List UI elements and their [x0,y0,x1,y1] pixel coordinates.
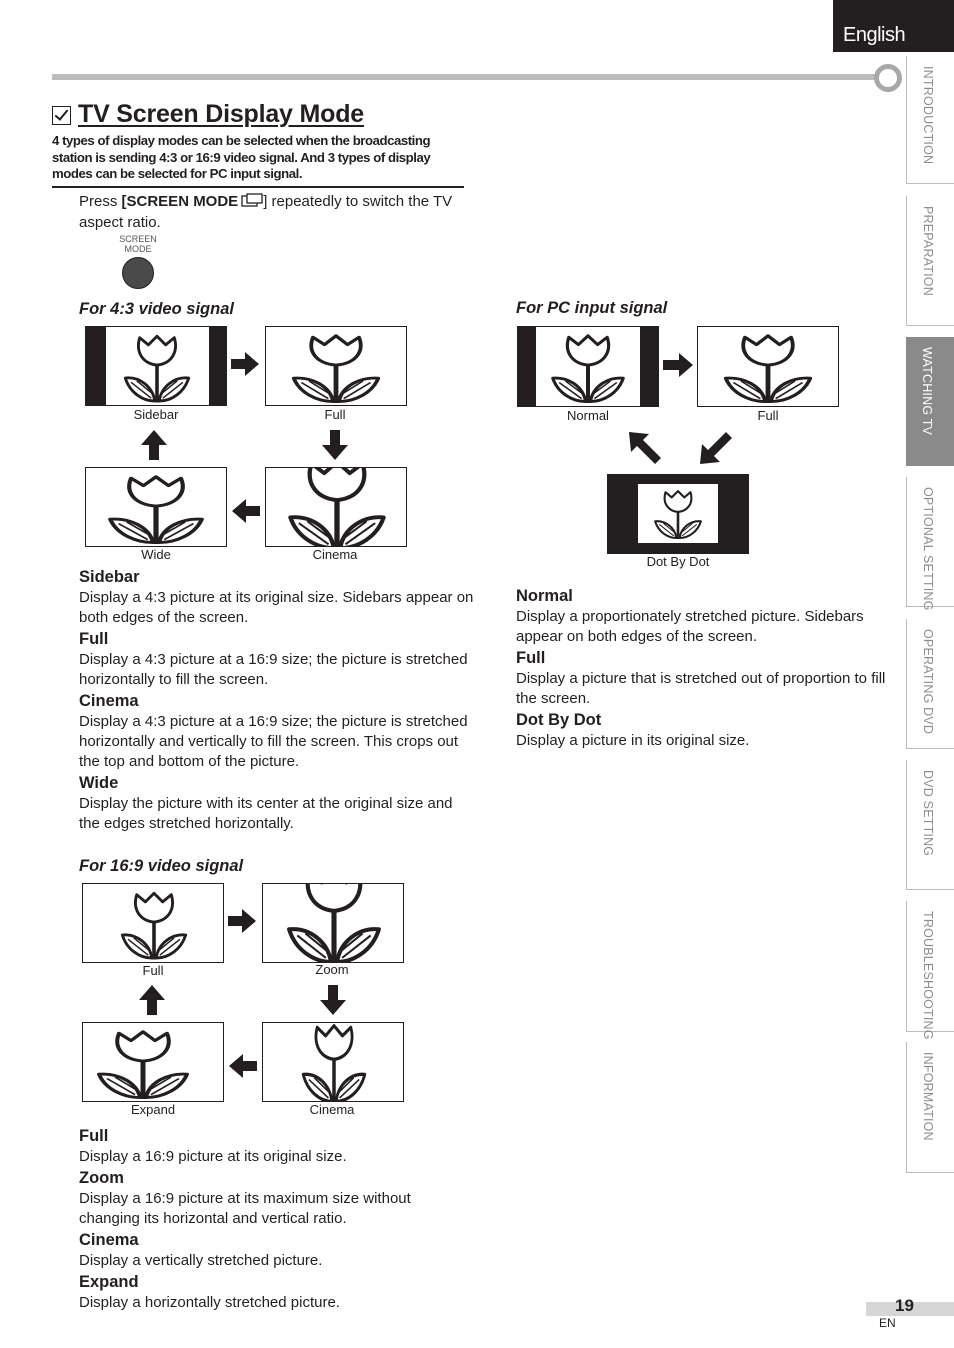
press-key: [SCREEN MODE [121,193,239,210]
side-tab-dvd-setting[interactable] [906,760,954,890]
frame-full-pc [697,326,839,407]
tulip-icon [548,330,628,403]
intro-text: 4 types of display modes can be selected when the broadcasting station is sending 4:3 or 16:9 video signal. And 3 types of display modes can be selected for PC input signal. [52,133,431,181]
desc-text: Display a horizontally stretched picture. [79,1294,340,1311]
page-language: EN [879,1316,896,1330]
desc-title: Cinema [79,1231,139,1249]
heading-pc: For PC input signal [516,299,668,317]
side-tab-label: OPERATING DVD [921,629,935,735]
caption-full-16-9: Full [142,963,164,978]
desc-title: Full [79,1127,109,1145]
page-number: 19 [895,1296,914,1315]
frame-sidebar [85,326,227,406]
screen-mode-icon [241,193,263,208]
side-tab-troubleshooting[interactable] [906,901,954,1040]
sidebar-bar-right [640,327,658,406]
side-tab-label: OPTIONAL SETTING [921,487,935,611]
screen-mode-button-label [115,235,161,254]
tulip-icon [284,467,390,547]
side-tab-optional-setting[interactable] [906,477,954,611]
side-tab-label: INTRODUCTION [921,66,935,165]
arrow-down-left-icon [698,430,734,466]
frame-full-4-3 [265,326,407,406]
frame-expand [82,1022,224,1102]
desc-text: Display a picture in its original size. [516,732,750,749]
caption-expand: Expand [130,1102,176,1117]
caption-dot-by-dot: Dot By Dot [646,554,710,569]
tulip-icon [299,1022,369,1102]
title-row [52,100,364,129]
tulip-icon [93,1026,193,1099]
caption-zoom: Zoom [315,962,349,977]
frame-cinema-16-9 [262,1022,404,1102]
arrow-right-icon [229,349,261,379]
desc-title: Normal [516,587,573,605]
press-instruction [79,191,469,233]
side-tab-information[interactable] [906,1042,954,1173]
checkbox-icon [52,106,71,125]
caption-sidebar: Sidebar [133,407,179,422]
dot-by-dot-inner [638,484,718,543]
arrow-down-icon [320,428,350,462]
tulip-icon [720,330,816,403]
descriptions-16-9 [79,1126,474,1314]
sidebar-bar-left [518,327,536,406]
tulip-icon [283,883,385,963]
page-title: TV Screen Display Mode [78,100,364,128]
press-after: ] repeatedly to switch the TV aspect ratio. [79,193,453,231]
descriptions-4-3 [79,567,474,835]
caption-full-pc: Full [757,408,779,423]
caption-full-4-3: Full [324,407,346,422]
arrow-up-left-icon [627,430,663,466]
tulip-icon [118,887,190,960]
side-tab-operating-dvd[interactable] [906,619,954,749]
arrow-right-icon [661,350,695,380]
desc-text: Display a picture that is stretched out of proportion to fill the screen. [516,670,886,707]
tulip-icon [288,330,384,403]
heading-16-9: For 16:9 video signal [79,857,244,875]
frame-cinema-4-3 [265,467,407,547]
tulip-icon [652,486,704,540]
desc-text: Display a vertically stretched picture. [79,1252,323,1269]
desc-title: Dot By Dot [516,711,602,729]
frame-wide [85,467,227,547]
intro-divider [52,186,464,188]
frame-zoom [262,883,404,963]
frame-full-16-9 [82,883,224,963]
side-tab-label: INFORMATION [921,1052,935,1141]
side-tab-introduction[interactable] [906,56,954,184]
arrow-left-icon [230,496,262,526]
tulip-icon [104,471,208,544]
sidebar-bar-left [86,327,106,405]
heading-4-3: For 4:3 video signal [79,300,234,318]
side-tab-label: WATCHING TV [920,347,934,436]
desc-text: Display a proportionately stretched picture. Sidebars appear on both edges of the screen. [516,608,864,645]
language-tab: English [833,0,954,52]
desc-title: Sidebar [79,568,140,586]
tulip-icon [121,330,193,403]
desc-text: Display the picture with its center at the original size and the edges stretched horizontally. [79,795,453,832]
side-tab-preparation[interactable] [906,196,954,326]
arrow-up-icon [137,983,167,1017]
desc-text: Display a 16:9 picture at its maximum size without changing its horizontal and vertical ratio. [79,1190,411,1227]
side-tab-label: TROUBLESHOOTING [921,911,935,1040]
press-before: Press [79,193,122,210]
desc-text: Display a 4:3 picture at a 16:9 size; the picture is stretched horizontally and vertically to fill the screen. This crops out the top and bottom of the picture. [79,713,468,770]
side-tab-label: DVD SETTING [921,770,935,857]
side-tab-watching-tv[interactable] [906,337,954,466]
screen-mode-label-text: SCREEN MODE [119,234,157,254]
desc-text: Display a 16:9 picture at its original size. [79,1148,347,1165]
desc-title: Full [79,630,109,648]
arrow-right-icon [226,906,258,936]
desc-title: Full [516,649,546,667]
desc-title: Zoom [79,1169,124,1187]
side-tab-label: PREPARATION [921,206,935,296]
screen-mode-button[interactable] [122,257,154,289]
sidebar-bar-right [209,327,226,405]
desc-text: Display a 4:3 picture at a 16:9 size; the picture is stretched horizontally to fill the screen. [79,651,468,688]
arrow-down-icon [318,983,348,1017]
caption-normal: Normal [567,408,609,423]
caption-wide: Wide [141,547,171,562]
desc-title: Cinema [79,692,139,710]
frame-normal [517,326,659,407]
desc-title: Wide [79,774,119,792]
caption-cinema-4-3: Cinema [312,547,358,562]
top-rule [52,74,878,80]
descriptions-pc [516,586,896,752]
frame-dot-by-dot [607,474,749,554]
caption-cinema-16-9: Cinema [309,1102,355,1117]
desc-text: Display a 4:3 picture at its original size. Sidebars appear on both edges of the screen. [79,589,474,626]
arrow-left-icon [227,1051,259,1081]
arrow-up-icon [139,428,169,462]
top-rule-knob [874,64,902,92]
desc-title: Expand [79,1273,139,1291]
page-number-bar [866,1296,954,1316]
